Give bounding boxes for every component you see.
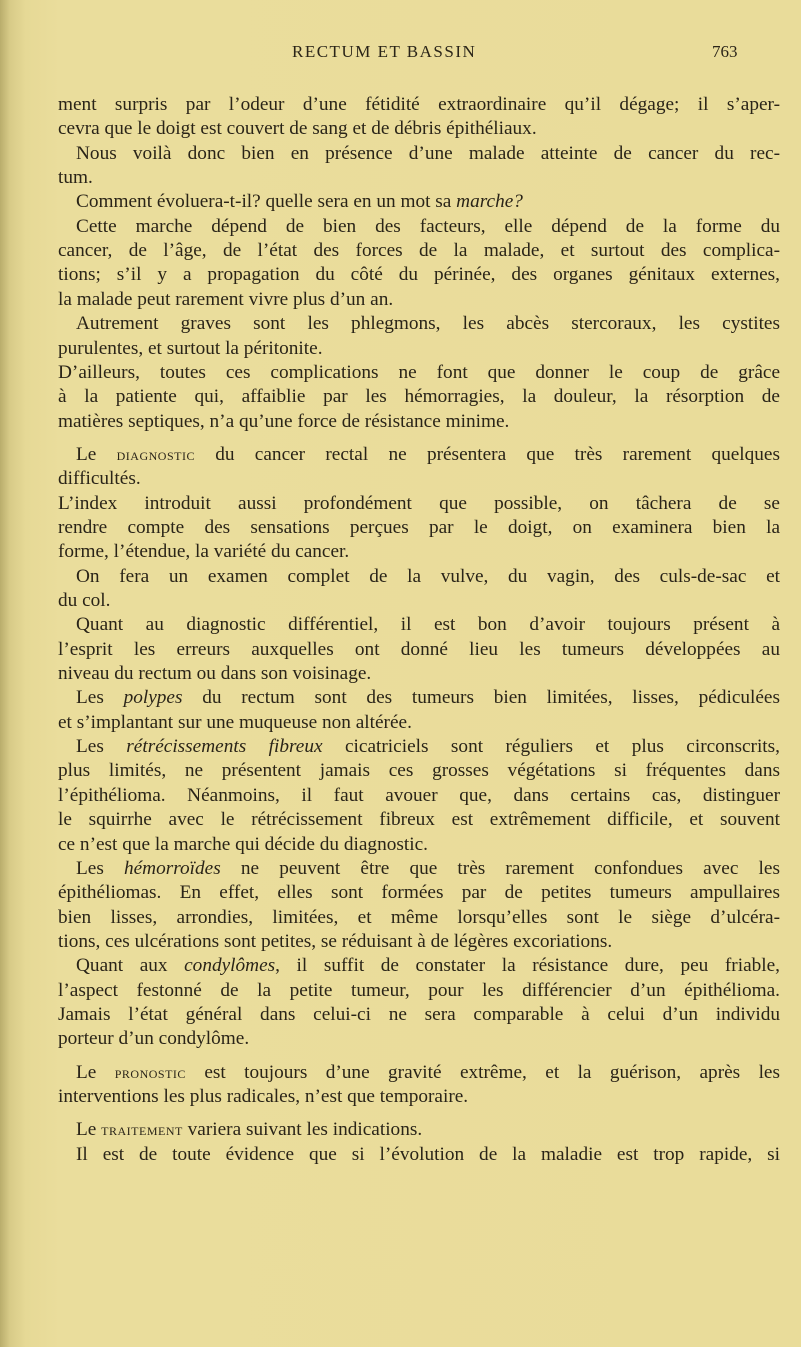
text-run: ment surpris par l’odeur d’une fétidité extraordinaire qu’il dégage; il s’aper- <box>58 94 780 115</box>
text-run: ce n’est que la marche qui décide du diagnostic. <box>58 833 428 855</box>
text-run: l’aspect festonné de la petite tumeur, pour les différencier d’un épithélioma. <box>58 979 780 1001</box>
text-run: Quant aux <box>76 955 185 977</box>
italic-term: rétrécissements fibreux <box>126 736 323 758</box>
text-line <box>76 614 780 636</box>
text-run: L’index introduit aussi profondément que possible, on tâchera de se <box>58 492 780 514</box>
section-keyword: diagnostic <box>116 444 195 464</box>
text-line <box>58 931 780 953</box>
text-run: du cancer rectal ne présentera que très rarement quelques <box>194 443 780 465</box>
text-run: épithéliomas. En effet, elles sont formées par de petites tumeurs ampullaires <box>58 882 780 904</box>
text-run: cancer, de l’âge, de l’état des forces de la malade, et surtout des complica- <box>58 240 780 262</box>
text-run: interventions les plus radicales, n’est que temporaire. <box>58 1086 469 1107</box>
text-run: niveau du rectum ou dans son voisinage. <box>58 663 372 685</box>
italic-term: polypes <box>123 687 183 709</box>
text-line <box>76 566 780 588</box>
italic-term: condylômes <box>184 955 276 977</box>
text-run: du rectum sont des tumeurs bien limitées, lisses, pédiculées <box>182 687 780 709</box>
text-line <box>76 955 780 977</box>
section-keyword: traitement <box>101 1120 183 1140</box>
text-line <box>58 712 780 734</box>
text-line <box>58 289 780 311</box>
text-run: Cette marche dépend de bien des facteurs, elle dépend de la forme du <box>76 215 780 237</box>
text-line <box>76 687 780 709</box>
text-line <box>58 980 780 1002</box>
text-line <box>58 663 780 685</box>
text-line <box>58 493 780 515</box>
italic-term: marche? <box>456 191 523 213</box>
text-run: rendre compte des sensations perçues par le doigt, on examinera bien la <box>58 516 780 538</box>
text-line <box>58 809 780 831</box>
text-run: Jamais l’état général dans celui-ci ne sera comparable à celui d’un individu <box>58 1003 780 1025</box>
text-line <box>58 468 780 490</box>
text-run: Autrement graves sont les phlegmons, les abcès stercoraux, les cystites <box>76 313 780 335</box>
text-line <box>58 541 780 563</box>
text-line <box>58 1086 780 1108</box>
text-run: matières septiques, n’a qu’une force de résistance minime. <box>58 410 510 432</box>
text-line <box>58 1028 780 1050</box>
text-run: Nous voilà donc bien en présence d’une malade atteinte de cancer du rec- <box>76 142 780 164</box>
text-run: le squirrhe avec le rétrécissement fibreux est extrêmement difficile, et souvent <box>58 809 780 831</box>
text-line <box>76 1119 780 1141</box>
text-run: tions, ces ulcérations sont petites, se réduisant à de légères excoriations. <box>58 930 613 952</box>
text-line <box>58 760 780 782</box>
text-line <box>76 143 780 165</box>
text-line <box>76 216 780 238</box>
text-run: Le <box>76 443 117 465</box>
text-run: Les <box>76 857 124 879</box>
text-line <box>58 834 780 856</box>
text-line <box>76 1062 780 1084</box>
text-line <box>76 736 780 758</box>
text-line <box>58 167 780 189</box>
text-run: Le <box>76 1061 115 1083</box>
text-line <box>58 118 780 140</box>
text-run: tum. <box>58 167 93 189</box>
text-run: variera suivant les indications. <box>182 1119 423 1141</box>
text-line <box>58 882 780 904</box>
text-line <box>58 785 780 807</box>
text-run: l’épithélioma. Néanmoins, il faut avouer que, dans certains cas, distinguer <box>58 784 780 806</box>
text-run: ne peuvent être que très rarement confondues avec les <box>220 857 780 879</box>
text-run: Il est de toute évidence que si l’évolution de la maladie est trop rapide, si <box>76 1143 780 1165</box>
text-line <box>76 1144 780 1166</box>
text-run: est toujours d’une gravité extrême, et la guérison, après les <box>185 1061 780 1083</box>
text-line <box>76 858 780 880</box>
text-run: l’esprit les erreurs auxquelles ont donné lieu les tumeurs développées au <box>58 638 780 660</box>
text-run: purulentes, et surtout la péritonite. <box>58 337 323 359</box>
text-run: On fera un examen complet de la vulve, du vagin, des culs-de-sac et <box>76 565 780 587</box>
text-line <box>58 240 780 262</box>
text-line <box>58 362 780 384</box>
text-run: D’ailleurs, toutes ces complications ne font que donner le coup de grâce <box>58 361 780 383</box>
text-line <box>58 94 780 116</box>
text-run: la malade peut rarement vivre plus d’un an. <box>58 288 394 310</box>
text-run: forme, l’étendue, la variété du cancer. <box>58 541 350 563</box>
text-run: Les <box>76 687 124 709</box>
text-line <box>76 444 780 466</box>
running-title: RECTUM ET BASSIN <box>292 42 477 61</box>
text-run: difficultés. <box>58 468 141 490</box>
text-line <box>58 411 780 433</box>
text-run: et s’implantant sur une muqueuse non altérée. <box>58 711 412 733</box>
text-line <box>58 517 780 539</box>
text-line <box>58 907 780 929</box>
text-run: Comment évoluera-t-il? quelle sera en un mot sa <box>76 191 457 213</box>
italic-term: hémorroïdes <box>123 857 221 879</box>
text-run: Quant au diagnostic différentiel, il est bon d’avoir toujours présent à <box>76 614 780 636</box>
text-run: à la patiente qui, affaiblie par les hémorragies, la douleur, la résorption de <box>58 386 780 408</box>
text-run: Le <box>76 1119 102 1141</box>
text-line <box>58 590 780 612</box>
text-run: plus limités, ne présentent jamais ces grosses végétations si fréquentes dans <box>58 760 780 782</box>
text-line <box>58 264 780 286</box>
text-line <box>76 191 780 213</box>
section-keyword: pronostic <box>114 1062 186 1082</box>
text-line <box>58 639 780 661</box>
text-run: cevra que le doigt est couvert de sang et de débris épithéliaux. <box>58 118 537 140</box>
text-run: , il suffit de constater la résistance dure, peu friable, <box>275 955 780 977</box>
text-run: Les <box>76 736 127 758</box>
text-run: du col. <box>58 590 111 611</box>
text-line <box>58 386 780 408</box>
page-number: 763 <box>712 42 738 61</box>
text-line <box>58 338 780 360</box>
text-run: tions; s’il y a propagation du côté du périnée, des organes génitaux externes, <box>58 264 780 286</box>
text-line <box>76 313 780 335</box>
text-run: porteur d’un condylôme. <box>58 1028 250 1050</box>
text-run: bien lisses, arrondies, limitées, et même lorsqu’elles sont le siège d’ulcéra- <box>58 906 780 928</box>
text-line <box>58 1004 780 1026</box>
text-run: cicatriciels sont réguliers et plus circonscrits, <box>322 736 780 758</box>
